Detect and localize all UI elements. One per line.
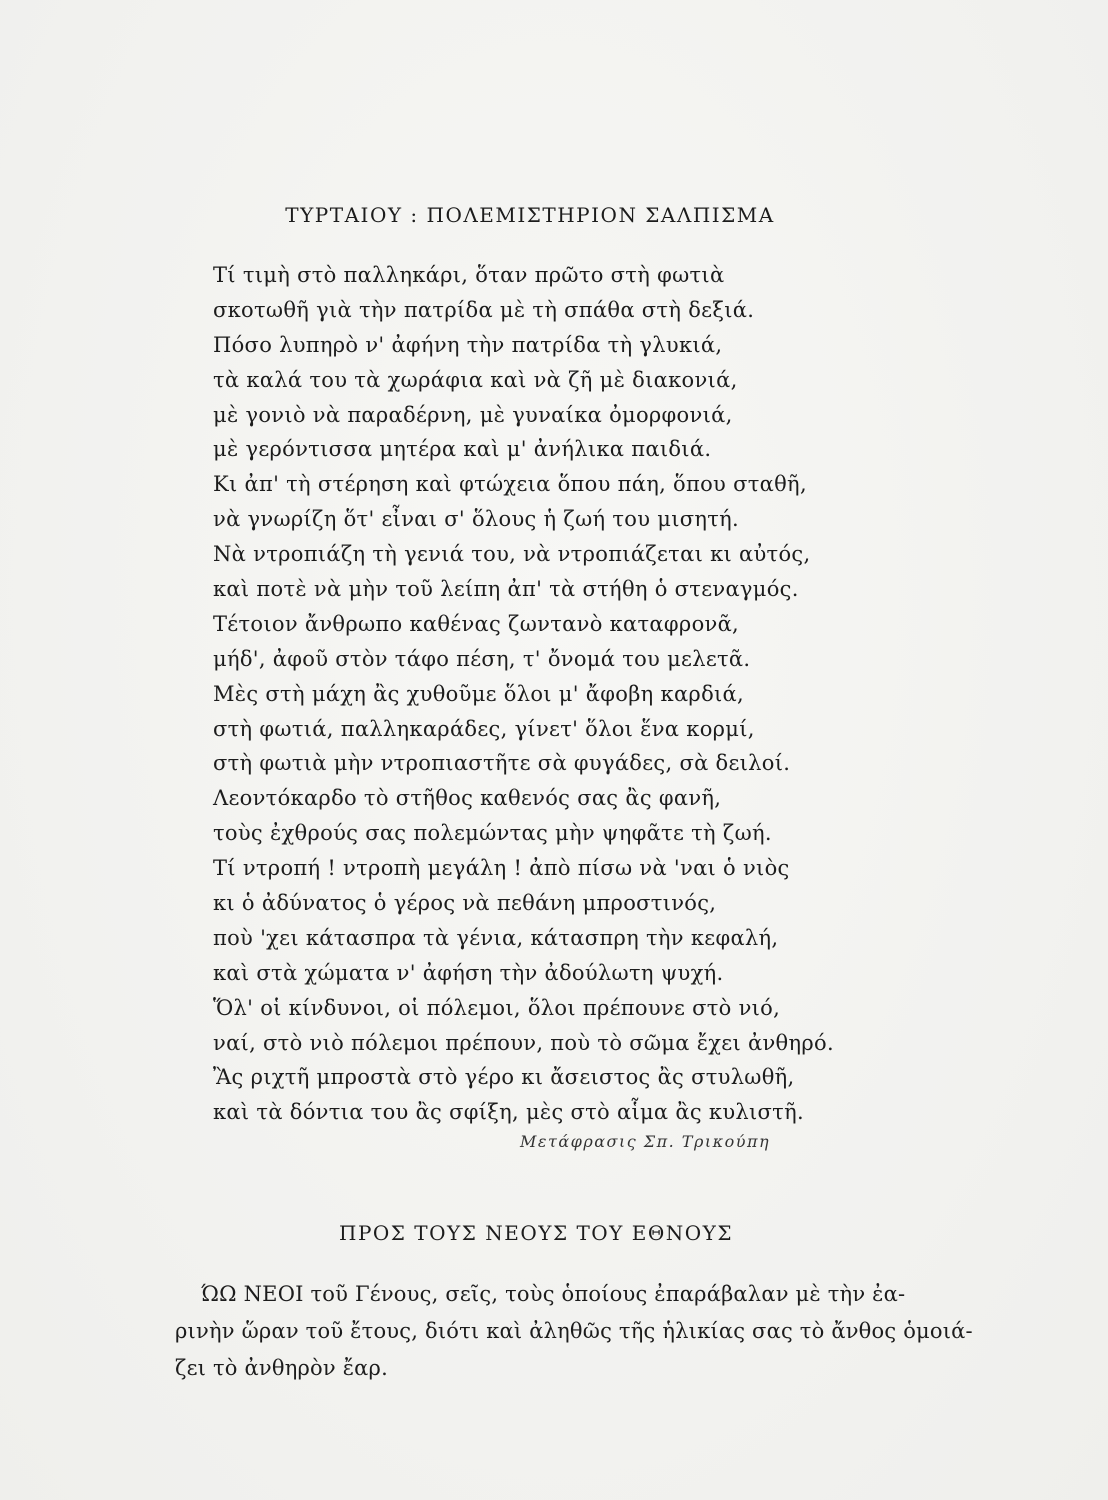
poem-line: Νὰ ντροπιάζη τὴ γενιά του, νὰ ντροπιάζεται κι αὐτός,: [213, 542, 811, 567]
paragraph-line: ρινὴν ὥραν τοῦ ἔτους, διότι καὶ ἀληθῶς τῆς ἡλικίας σας τὸ ἄνθος ὁμοιά-: [175, 1319, 973, 1343]
poem-line: Ἂς ριχτῆ μπροστὰ στὸ γέρο κι ἄσειστος ἂς στυλωθῆ,: [213, 1065, 795, 1090]
poem-line: μήδ', ἀφοῦ στὸν τάφο πέση, τ' ὄνομά του μελετᾶ.: [213, 646, 751, 671]
poem-line: ποὺ 'χει κάτασπρα τὰ γένια, κάτασπρη τὴν κεφαλή,: [213, 925, 779, 950]
poem-line: Κι ἀπ' τὴ στέρηση καὶ φτώχεια ὅπου πάη, ὅπου σταθῆ,: [213, 472, 807, 497]
poem-line: κι ὁ ἀδύνατος ὁ γέρος νὰ πεθάνη μπροστινός,: [213, 891, 717, 916]
paragraph-line: ΏΩ ΝΕΟΙ τοῦ Γένους, σεῖς, τοὺς ὁποίους ἐπαράβαλαν μὲ τὴν ἐα-: [201, 1282, 906, 1306]
poem-line: Πόσο λυπηρὸ ν' ἀφήνη τὴν πατρίδα τὴ γλυκιά,: [213, 332, 723, 357]
poem-text: [213, 258, 893, 1130]
poem-line: καὶ ποτὲ νὰ μὴν τοῦ λείπη ἀπ' τὰ στήθη ὁ στεναγμός.: [213, 577, 799, 602]
section-paragraph: [175, 1276, 973, 1387]
poem-line: καὶ τὰ δόντια του ἂς σφίξη, μὲς στὸ αἷμα ἂς κυλιστῆ.: [213, 1100, 804, 1125]
poem-line: Τέτοιον ἄνθρωπο καθένας ζωντανὸ καταφρονᾶ,: [213, 611, 740, 636]
poem-title: ΤΥΡΤΑΙΟΥ : ΠΟΛΕΜΙΣΤΗΡΙΟΝ ΣΑΛΠΙΣΜΑ: [285, 203, 775, 227]
poem-line: Τί ντροπή ! ντροπὴ μεγάλη ! ἀπὸ πίσω νὰ 'ναι ὁ νιὸς: [213, 856, 790, 881]
poem-line: στὴ φωτιὰ μὴν ντροπιαστῆτε σὰ φυγάδες, σὰ δειλοί.: [213, 751, 791, 776]
section-title: ΠΡΟΣ ΤΟΥΣ ΝΕΟΥΣ ΤΟΥ ΕΘΝΟΥΣ: [339, 1221, 733, 1245]
poem-line: τοὺς ἐχθρούς σας πολεμώντας μὴν ψηφᾶτε τὴ ζωή.: [213, 821, 772, 846]
poem-line: ναί, στὸ νιὸ πόλεμοι πρέπουν, ποὺ τὸ σῶμα ἔχει ἀνθηρό.: [213, 1030, 834, 1055]
translator-credit: Μετάφρασις Σπ. Τρικούπη: [520, 1132, 771, 1151]
poem-line: Ὅλ' οἱ κίνδυνοι, οἱ πόλεμοι, ὅλοι πρέπουνε στὸ νιό,: [213, 995, 781, 1020]
poem-line: μὲ γονιὸ νὰ παραδέρνη, μὲ γυναίκα ὀμορφονιά,: [213, 402, 733, 427]
poem-line: μὲ γερόντισσα μητέρα καὶ μ' ἀνήλικα παιδιά.: [213, 437, 712, 462]
paragraph-line: ζει τὸ ἀνθηρὸν ἔαρ.: [175, 1356, 388, 1380]
poem-line: τὰ καλά του τὰ χωράφια καὶ νὰ ζῆ μὲ διακονιά,: [213, 367, 738, 392]
poem-line: καὶ στὰ χώματα ν' ἀφήση τὴν ἀδούλωτη ψυχή.: [213, 960, 724, 985]
poem-line: Λεοντόκαρδο τὸ στῆθος καθενός σας ἂς φανῆ,: [213, 786, 722, 811]
poem-line: Τί τιμὴ στὸ παλληκάρι, ὅταν πρῶτο στὴ φωτιὰ: [213, 263, 725, 287]
poem-line: στὴ φωτιά, παλληκαράδες, γίνετ' ὅλοι ἕνα κορμί,: [213, 716, 755, 741]
poem-line: σκοτωθῆ γιὰ τὴν πατρίδα μὲ τὴ σπάθα στὴ δεξιά.: [213, 297, 755, 322]
poem-line: Μὲς στὴ μάχη ἂς χυθοῦμε ὅλοι μ' ἄφοβη καρδιά,: [213, 681, 745, 706]
poem-line: νὰ γνωρίζη ὅτ' εἶναι σ' ὅλους ἡ ζωή του μισητή.: [213, 507, 740, 532]
